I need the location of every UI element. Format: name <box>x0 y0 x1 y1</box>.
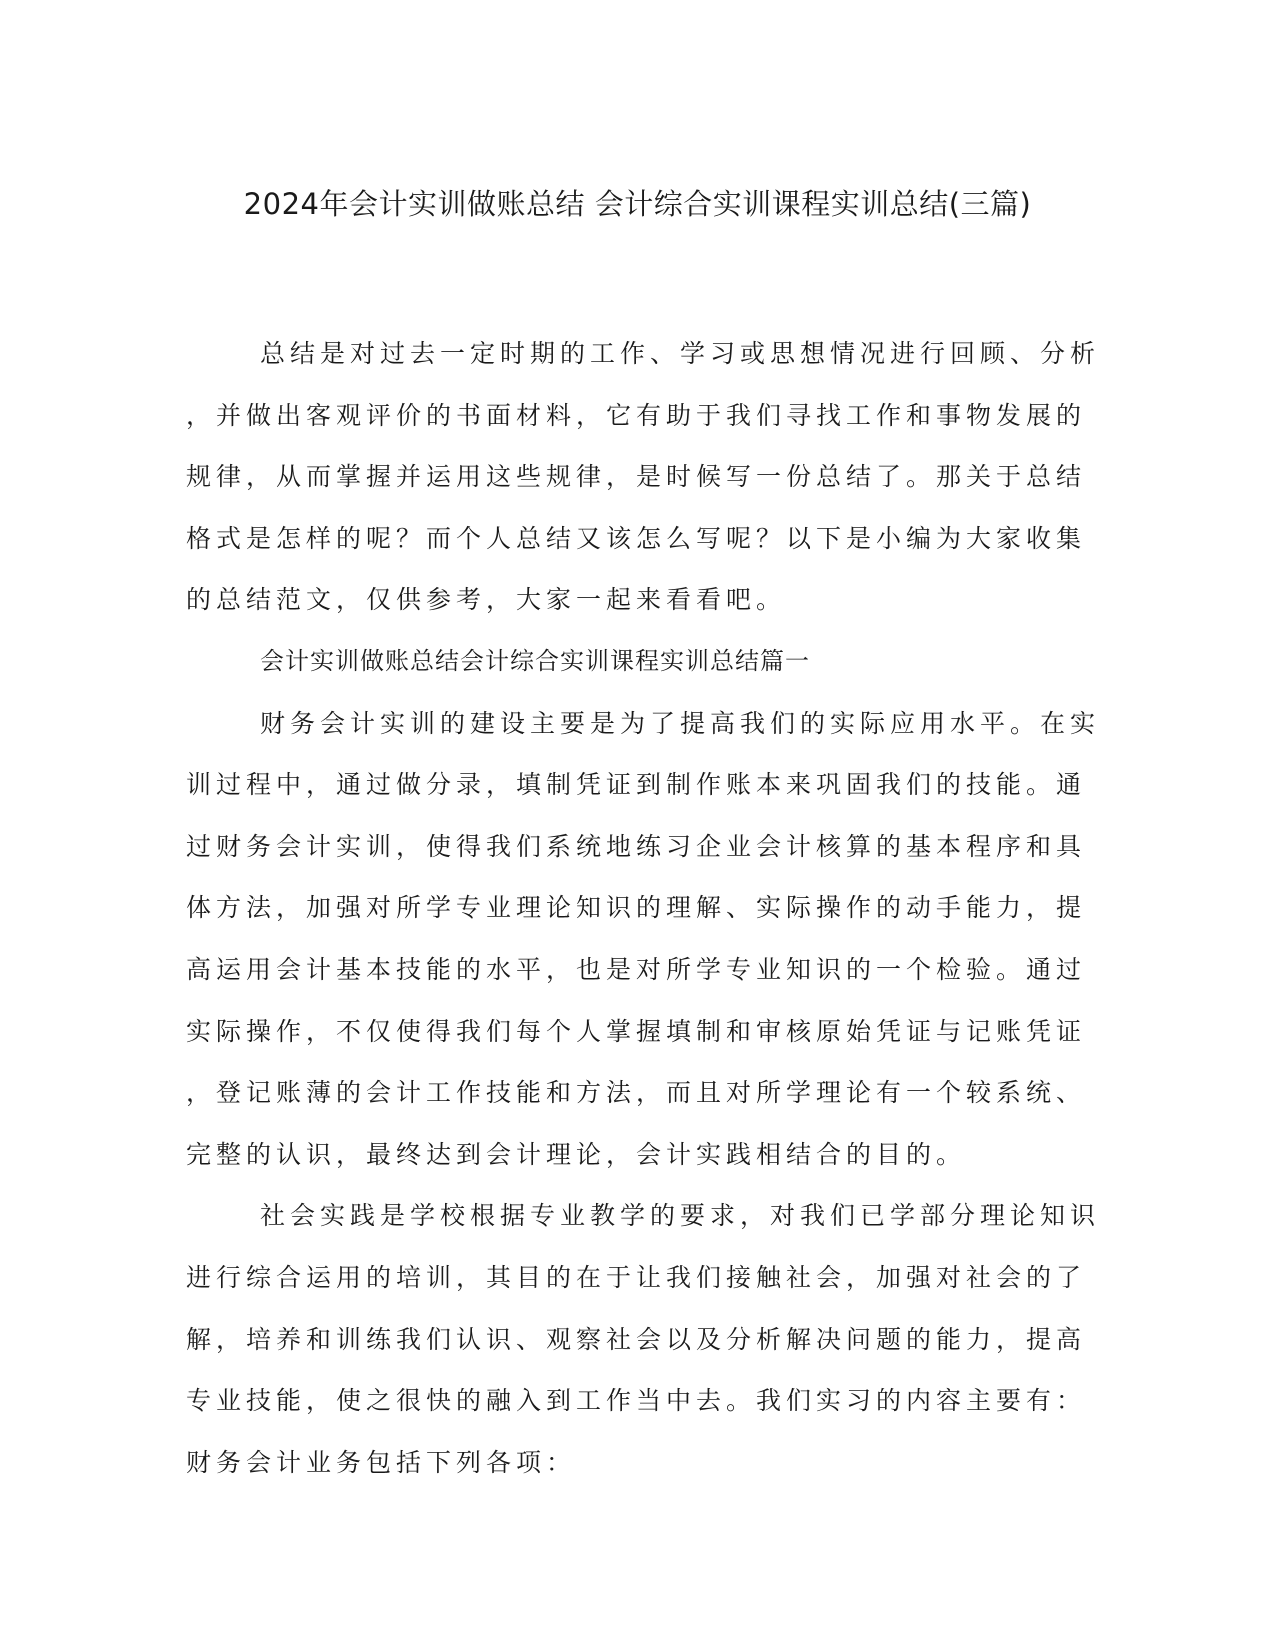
intro-line: 的总结范文，仅供参考，大家一起来看看吧。 <box>186 585 787 615</box>
paragraph-line: 高运用会计基本技能的水平，也是对所学专业知识的一个检验。通过 <box>186 954 1087 984</box>
paragraph-line: 进行综合运用的培训，其目的在于让我们接触社会，加强对社会的了 <box>186 1262 1087 1292</box>
paragraph-line: 完整的认识，最终达到会计理论，会计实践相结合的目的。 <box>186 1139 967 1169</box>
paragraph-line: ，登记账薄的会计工作技能和方法，而且对所学理论有一个较系统、 <box>186 1078 1087 1108</box>
intro-line: 格式是怎样的呢？而个人总结又该怎么写呢？以下是小编为大家收集 <box>186 523 1087 553</box>
intro-line: ，并做出客观评价的书面材料，它有助于我们寻找工作和事物发展的 <box>186 400 1087 430</box>
paragraph-line: 实际操作，不仅使得我们每个人掌握填制和审核原始凭证与记账凭证 <box>186 1016 1087 1046</box>
paragraph-line: 训过程中，通过做分录，填制凭证到制作账本来巩固我们的技能。通 <box>186 770 1087 800</box>
paragraph-line: 财务会计实训的建设主要是为了提高我们的实际应用水平。在实 <box>260 708 1101 738</box>
paragraph-line: 过财务会计实训，使得我们系统地练习企业会计核算的基本程序和具 <box>186 831 1087 861</box>
paragraph-line: 解，培养和训练我们认识、观察社会以及分析解决问题的能力，提高 <box>186 1324 1087 1354</box>
document-body <box>186 323 1101 1493</box>
paragraph-line: 专业技能，使之很快的融入到工作当中去。我们实习的内容主要有： <box>186 1386 1087 1416</box>
paragraph-line: 体方法，加强对所学专业理论知识的理解、实际操作的动手能力，提 <box>186 893 1087 923</box>
paragraph-line: 财务会计业务包括下列各项： <box>186 1447 577 1477</box>
document-title: 2024年会计实训做账总结 会计综合实训课程实训总结(三篇) <box>243 187 1032 221</box>
paragraph-line: 社会实践是学校根据专业教学的要求，对我们已学部分理论知识 <box>260 1201 1101 1231</box>
intro-line: 总结是对过去一定时期的工作、学习或思想情况进行回顾、分析 <box>260 339 1101 368</box>
intro-line: 规律，从而掌握并运用这些规律，是时候写一份总结了。那关于总结 <box>186 462 1087 492</box>
section-heading: 会计实训做账总结会计综合实训课程实训总结篇一 <box>260 646 810 675</box>
